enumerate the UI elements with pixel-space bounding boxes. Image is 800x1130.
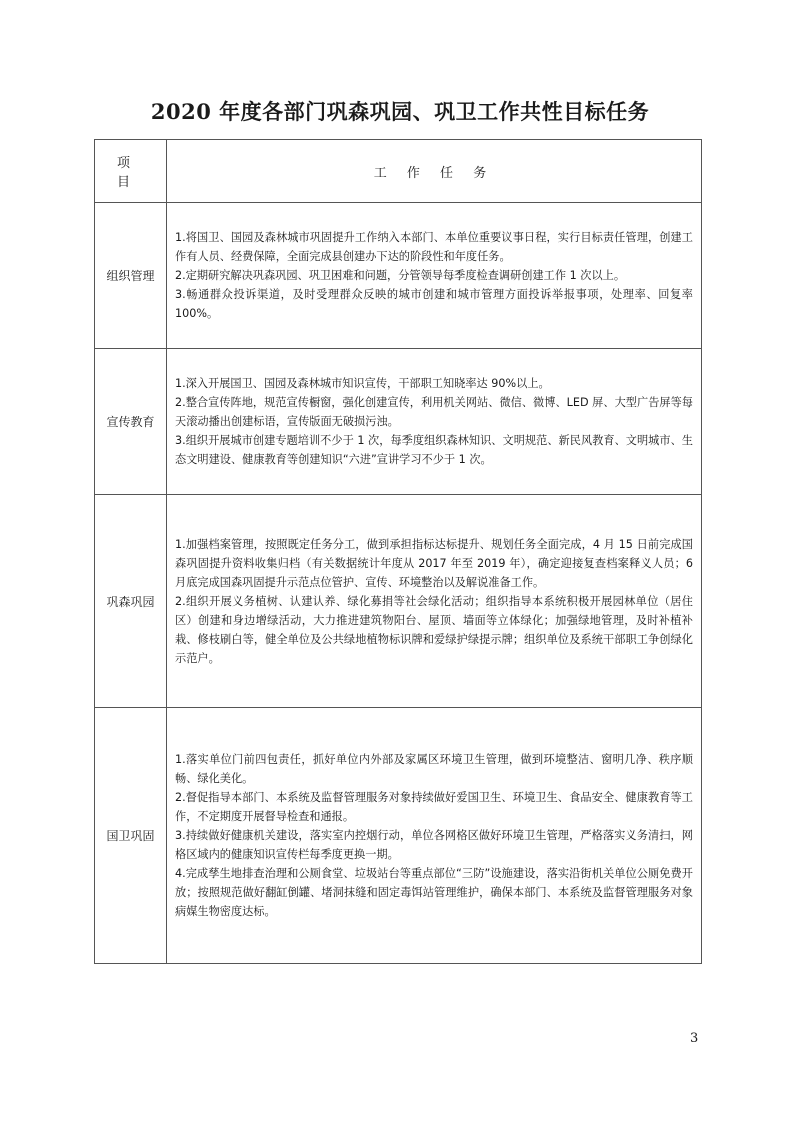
- table-header-row: [95, 140, 702, 203]
- task-item: 3.持续做好健康机关建设，落实室内控烟行动，单位各网格区做好环境卫生管理，严格落实义务清扫，网格区域内的健康知识宣传栏每季度更换一期。: [175, 829, 693, 861]
- header-item: [95, 140, 167, 203]
- task-item: 1.落实单位门前四包责任，抓好单位内外部及家属区环境卫生管理，做到环境整洁、窗明几净、秩序顺畅、绿化美化。: [175, 753, 693, 785]
- task-item: 2.整合宣传阵地，规范宣传橱窗，强化创建宣传，利用机关网站、微信、微博、LED 屏、大型广告屏等每天滚动播出创建标语，宣传版面无破损污浊。: [175, 396, 693, 428]
- table-row: [95, 203, 702, 349]
- table-row: [95, 708, 702, 964]
- task-item: 2.督促指导本部门、本系统及监督管理服务对象持续做好爱国卫生、环境卫生、食品安全、健康教育等工作，不定期度开展督导检查和通报。: [175, 791, 693, 823]
- header-task-label: 工 作 任 务: [373, 165, 495, 181]
- row-item-health-city: 国卫巩固: [95, 708, 167, 964]
- task-item: 2.定期研究解决巩森巩园、巩卫困难和问题，分管领导每季度检查调研创建工作 1 次以上。: [175, 269, 626, 282]
- document-title: 2020 年度各部门巩森巩园、巩卫工作共性目标任务: [150, 99, 650, 124]
- row-tasks-publicity: [167, 349, 702, 495]
- task-item: 2.组织开展义务植树、认建认养、绿化募捐等社会绿化活动；组织指导本系统积极开展园林单位（居住区）创建和身边增绿活动，大力推进建筑物阳台、屋顶、墙面等立体绿化；加强绿地管理，及时补植补栽、修枝刷白等，健全单位及公共绿地植物标识牌和爱绿护绿提示牌；组织单位及系统干部职工争创绿化示范户。: [175, 594, 693, 665]
- row-tasks-health-city: [167, 708, 702, 964]
- row-item-forest-garden: 巩森巩园: [95, 495, 167, 708]
- task-item: 1.将国卫、国园及森林城市巩固提升工作纳入本部门、本单位重要议事日程，实行目标责任管理，创建工作有人员、经费保障，全面完成县创建办下达的阶段性和年度任务。: [175, 231, 693, 263]
- table-row: [95, 495, 702, 708]
- task-item: 3.组织开展城市创建专题培训不少于 1 次，每季度组织森林知识、文明规范、新民风教育、文明城市、生态文明建设、健康教育等创建知识“六进”宣讲学习不少于 1 次。: [175, 434, 693, 466]
- task-item: 1.加强档案管理，按照既定任务分工，做到承担指标达标提升、规划任务全面完成，4 月 15 日前完成国森巩固提升资料收集归档（有关数据统计年度从 2017 年至 2019 年），确定迎接复查档案释义人员；6 月底完成国森巩固提升示范点位管护、宣传、环境整治以及解说准备工作。: [175, 537, 693, 589]
- task-item: 1.深入开展国卫、国园及森林城市知识宣传，干部职工知晓率达 90%以上。: [175, 377, 550, 390]
- header-task: [167, 140, 702, 203]
- row-item-publicity: 宣传教育: [95, 349, 167, 495]
- task-table: [94, 139, 702, 964]
- task-item: 4.完成孳生地排查治理和公厕食堂、垃圾站台等重点部位“三防”设施建设，落实沿街机关单位公厕免费开放；按照规范做好翻缸倒罐、堵洞抹缝和固定毒饵站管理维护，确保本部门、本系统及监督管理服务对象病媒生物密度达标。: [175, 867, 693, 918]
- page-number: 3: [690, 1031, 699, 1046]
- task-item: 3.畅通群众投诉渠道，及时受理群众反映的城市创建和城市管理方面投诉举报事项，处理率、回复率 100%。: [175, 288, 693, 320]
- table-row: [95, 349, 702, 495]
- row-tasks-forest-garden: [167, 495, 702, 708]
- row-tasks-organization: [167, 203, 702, 349]
- row-item-organization: 组织管理: [95, 203, 167, 349]
- header-item-label: 项 目: [116, 156, 144, 190]
